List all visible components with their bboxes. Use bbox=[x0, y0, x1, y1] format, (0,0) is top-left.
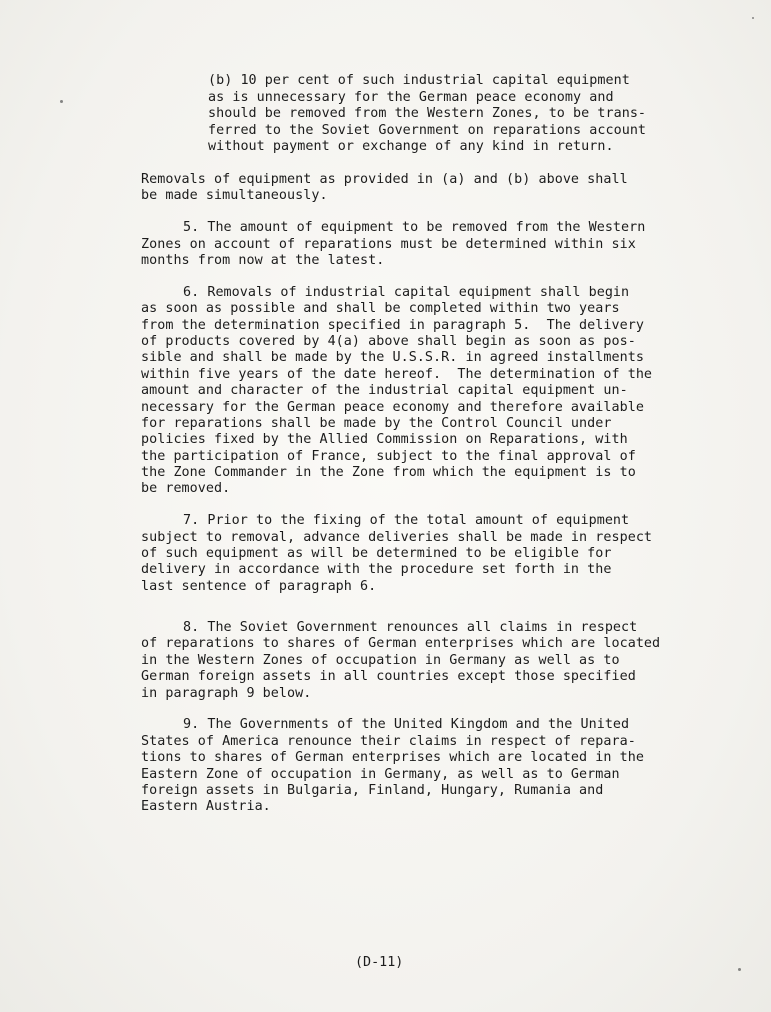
scan-speck bbox=[752, 17, 754, 19]
text-line: 9. The Governments of the United Kingdom and the United bbox=[183, 717, 630, 732]
text-line: the Zone Commander in the Zone from which the equipment is to bbox=[141, 465, 636, 480]
text-line: as soon as possible and shall be completed within two years bbox=[141, 301, 620, 316]
text-line: subject to removal, advance deliveries shall be made in respect bbox=[141, 530, 653, 545]
text-line: 7. Prior to the fixing of the total amount of equipment bbox=[183, 513, 630, 528]
text-line: for reparations shall be made by the Control Council under bbox=[141, 416, 612, 431]
text-line: ferred to the Soviet Government on reparations account bbox=[208, 123, 647, 138]
text-line: 6. Removals of industrial capital equipment shall begin bbox=[183, 285, 630, 300]
text-line: within five years of the date hereof. The determination of the bbox=[141, 367, 653, 382]
text-line: 5. The amount of equipment to be removed from the Western bbox=[183, 220, 646, 235]
text-line: months from now at the latest. bbox=[141, 253, 385, 268]
text-line: sible and shall be made by the U.S.S.R. in agreed installments bbox=[141, 350, 644, 365]
text-line: Eastern Zone of occupation in Germany, as well as to German bbox=[141, 767, 620, 782]
page-number: (D-11) bbox=[355, 955, 404, 970]
text-line: the participation of France, subject to the final approval of bbox=[141, 449, 636, 464]
text-line: Removals of equipment as provided in (a) and (b) above shall bbox=[141, 172, 628, 187]
text-line: in paragraph 9 below. bbox=[141, 686, 312, 701]
text-line: be made simultaneously. bbox=[141, 188, 328, 203]
text-line: in the Western Zones of occupation in Germany as well as to bbox=[141, 653, 620, 668]
text-line: should be removed from the Western Zones, to be trans- bbox=[208, 106, 647, 121]
text-line: German foreign assets in all countries except those specified bbox=[141, 669, 636, 684]
scan-speck bbox=[60, 100, 63, 103]
text-line: from the determination specified in paragraph 5. The delivery bbox=[141, 318, 644, 333]
text-line: delivery in accordance with the procedure set forth in the bbox=[141, 562, 612, 577]
text-line: of products covered by 4(a) above shall begin as soon as pos- bbox=[141, 334, 636, 349]
text-line: necessary for the German peace economy and therefore available bbox=[141, 400, 644, 415]
text-line: Zones on account of reparations must be determined within six bbox=[141, 237, 636, 252]
text-line: Eastern Austria. bbox=[141, 799, 271, 814]
text-line: amount and character of the industrial capital equipment un- bbox=[141, 383, 628, 398]
text-line: foreign assets in Bulgaria, Finland, Hungary, Rumania and bbox=[141, 783, 604, 798]
scan-speck bbox=[738, 968, 741, 971]
text-line: of such equipment as will be determined to be eligible for bbox=[141, 546, 612, 561]
text-line: States of America renounce their claims in respect of repara- bbox=[141, 734, 636, 749]
text-line: without payment or exchange of any kind in return. bbox=[208, 139, 614, 154]
text-line: policies fixed by the Allied Commission on Reparations, with bbox=[141, 432, 628, 447]
text-line: as is unnecessary for the German peace economy and bbox=[208, 90, 614, 105]
text-line: tions to shares of German enterprises which are located in the bbox=[141, 750, 644, 765]
text-line: of reparations to shares of German enterprises which are located bbox=[141, 636, 661, 651]
text-line: last sentence of paragraph 6. bbox=[141, 579, 377, 594]
text-line: (b) 10 per cent of such industrial capital equipment bbox=[208, 73, 630, 88]
text-line: be removed. bbox=[141, 481, 231, 496]
text-line: 8. The Soviet Government renounces all claims in respect bbox=[183, 620, 638, 635]
